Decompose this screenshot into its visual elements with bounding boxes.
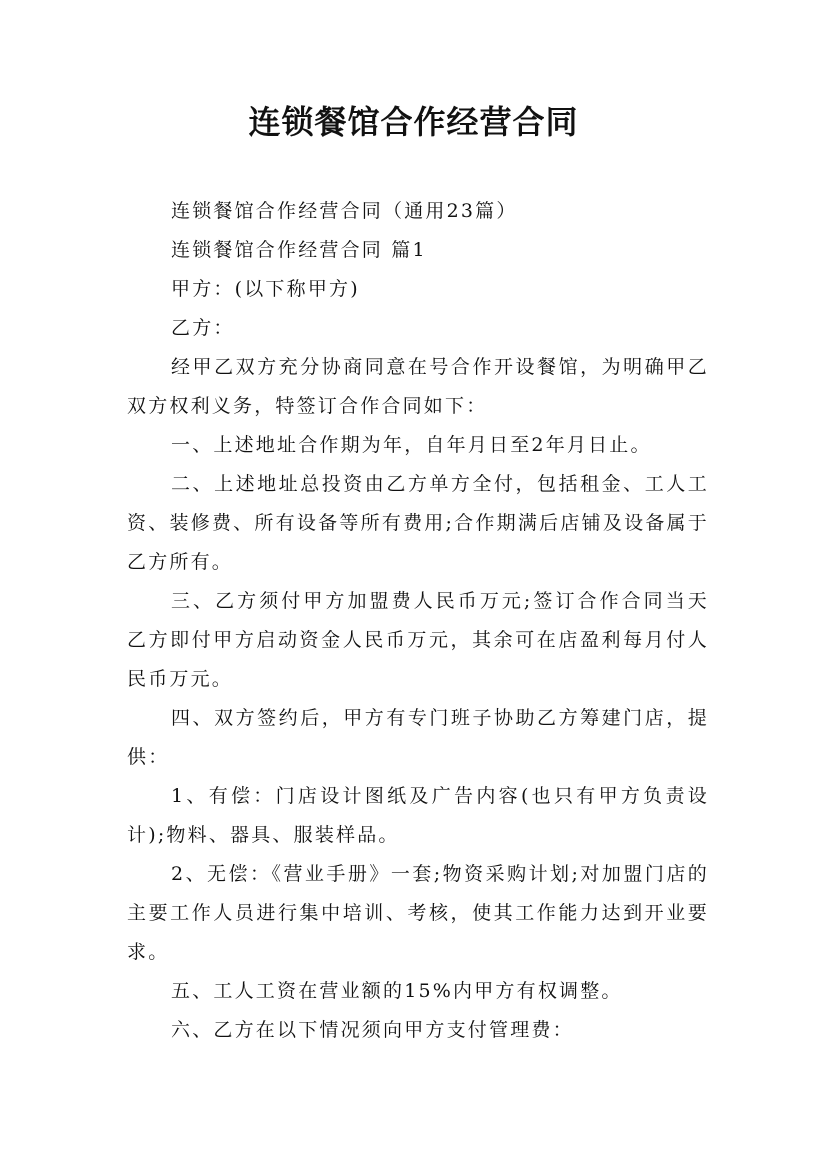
paragraph-preamble: 经甲乙双方充分协商同意在号合作开设餐馆，为明确甲乙双方权利义务，特签订合作合同如下： (127, 356, 709, 417)
paragraph-clause-4-item-1: 1、有偿：门店设计图纸及广告内容(也只有甲方负责设计);物料、器具、服装样品。 (127, 785, 709, 846)
paragraph-party-b: 乙方： (171, 317, 235, 339)
paragraph-clause-3: 三、乙方须付甲方加盟费人民币万元;签订合作合同当天乙方即付甲方启动资金人民币万元，其余可在店盈利每月付人民币万元。 (127, 590, 709, 690)
paragraph-clause-1: 一、上述地址合作期为年，自年月日至2年月日止。 (171, 434, 652, 456)
paragraph-subtitle: 连锁餐馆合作经营合同（通用23篇） (171, 200, 518, 222)
document-body (127, 192, 709, 1050)
paragraph-clause-4-item-2: 2、无偿：《营业手册》一套;物资采购计划;对加盟门店的主要工作人员进行集中培训、考核，使其工作能力达到开业要求。 (127, 863, 709, 963)
paragraph-section-heading: 连锁餐馆合作经营合同 篇1 (171, 239, 427, 261)
paragraph-clause-4: 四、双方签约后，甲方有专门班子协助乙方筹建门店，提供： (127, 707, 709, 768)
paragraph-party-a: 甲方：(以下称甲方) (171, 278, 360, 300)
paragraph-clause-6: 六、乙方在以下情况须向甲方支付管理费： (171, 1019, 574, 1041)
document-title: 连锁餐馆合作经营合同 (248, 103, 579, 141)
paragraph-clause-5: 五、工人工资在营业额的15%内甲方有权调整。 (171, 980, 623, 1002)
paragraph-clause-2: 二、上述地址总投资由乙方单方全付，包括租金、工人工资、装修费、所有设备等所有费用;合作期满后店铺及设备属于乙方所有。 (127, 473, 709, 573)
